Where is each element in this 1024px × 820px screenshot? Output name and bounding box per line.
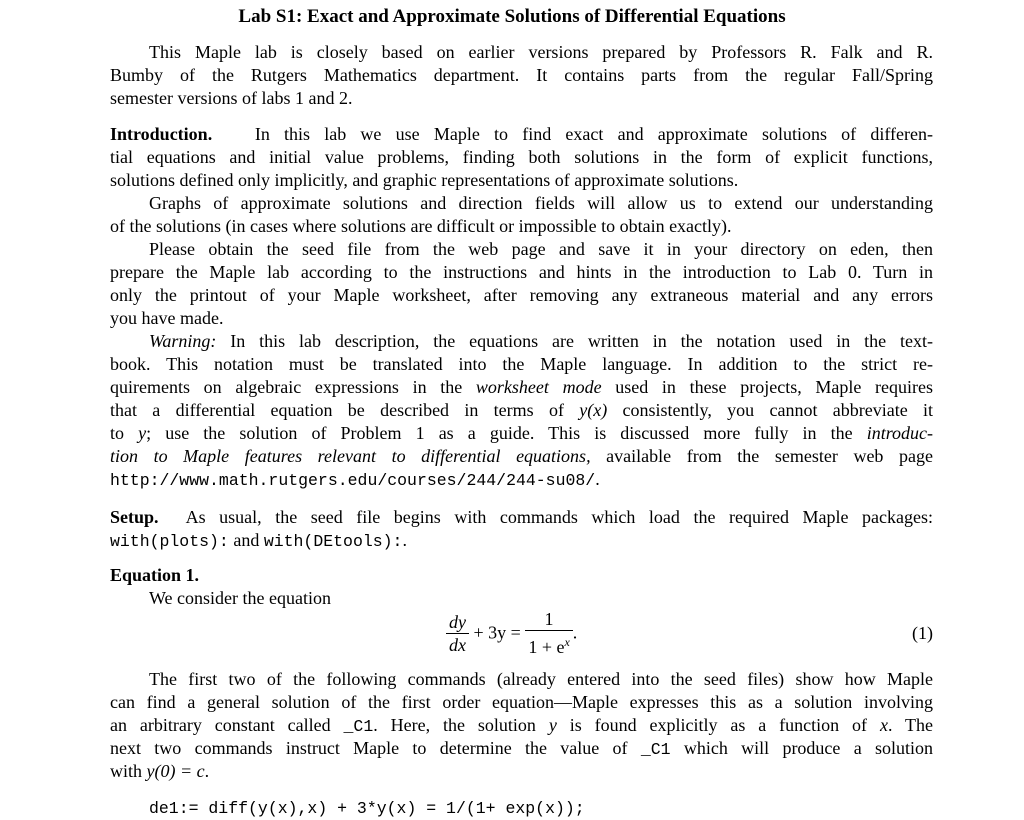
warning-label: Warning:	[149, 331, 217, 351]
fraction-numerator: 1	[525, 608, 572, 631]
initial-condition: y(0) = c	[146, 761, 205, 781]
equation-middle: + 3y =	[473, 622, 521, 643]
warning-text: available from the semester web page	[606, 446, 934, 466]
maple-command-plots: with(plots):	[110, 532, 229, 551]
intro-text: In this lab we use Maple to find exact and approximate solutions of differen-	[254, 124, 934, 144]
warning-text: used in these projects, Maple requires	[615, 377, 933, 397]
equation-1-display	[110, 608, 933, 660]
exponent: x	[564, 635, 570, 649]
intro-text: tial equations and initial value problems, finding both solutions in the form of explicit functions,	[110, 147, 933, 167]
setup-and: and	[233, 530, 260, 550]
period: .	[204, 761, 210, 781]
math-yx: y(x)	[579, 400, 608, 420]
setup-text: As usual, the seed file begins with commands which load the required Maple packages:	[185, 507, 934, 527]
equation1-heading: Equation 1.	[110, 565, 200, 585]
equation-number: (1)	[912, 623, 933, 643]
preface-paragraph	[110, 41, 933, 110]
constant-c1: _C1	[640, 740, 671, 759]
preface-line: Bumby of the Rutgers Mathematics department. It contains parts from the regular Fall/Spring	[110, 65, 933, 85]
period: .	[402, 530, 407, 550]
explanation-text: which will produce a solution	[683, 738, 933, 758]
intro-text: Please obtain the seed file from the web page and save it in your directory on eden, then	[149, 239, 933, 259]
warning-text: book. This notation must be translated into the Maple language. In addition to the strict re-	[110, 354, 933, 374]
setup-section	[110, 506, 933, 552]
warning-text: that a differential equation be described in terms of	[110, 400, 564, 420]
intro-text: you have made.	[110, 308, 224, 328]
explanation-text: an arbitrary constant called	[110, 715, 331, 735]
explanation-text: next two commands instruct Maple to determine the value of	[110, 738, 628, 758]
introduction-section	[110, 123, 933, 491]
intro-text: only the printout of your Maple worksheet, after removing any extraneous material and any errors	[110, 285, 933, 305]
introduction-doc-title: introduc-	[866, 423, 934, 443]
equation1-intro: We consider the equation	[149, 588, 331, 608]
warning-text: In this lab description, the equations are written in the notation used in the text-	[230, 331, 934, 351]
math-x: x	[879, 715, 888, 735]
warning-text: to	[110, 423, 125, 443]
intro-text: Graphs of approximate solutions and direction fields will allow us to extend our understanding	[149, 193, 933, 213]
equation1-section	[110, 564, 933, 610]
commands-explanation	[110, 668, 933, 783]
denominator-base: 1 + e	[528, 637, 565, 657]
intro-text: of the solutions (in cases where solutions are difficult or impossible to obtain exactly).	[110, 216, 732, 236]
explanation-text: . The	[887, 715, 934, 735]
math-y: y	[138, 423, 147, 443]
fraction-numerator: dy	[446, 611, 469, 634]
explanation-text: . Here, the solution	[373, 715, 536, 735]
period: .	[595, 469, 600, 489]
fraction-denominator: dx	[449, 634, 466, 655]
math-y: y	[548, 715, 557, 735]
constant-c1: _C1	[343, 717, 374, 736]
maple-command-detools: with(DEtools):	[263, 532, 403, 551]
warning-text: ; use the solution of Problem 1 as a guide. This is discussed more fully in the	[146, 423, 853, 443]
preface-line: semester versions of labs 1 and 2.	[110, 88, 353, 108]
semester-web-link[interactable]: http://www.math.rutgers.edu/courses/244/244-su08/	[110, 471, 596, 490]
maple-code-de1: de1:= diff(y(x),x) + 3*y(x) = 1/(1+ exp(x));	[149, 799, 585, 818]
fraction-denominator	[525, 631, 572, 658]
explanation-line: can find a general solution of the first order equation—Maple expresses this as a solution involving	[110, 692, 933, 712]
intro-text: prepare the Maple lab according to the instructions and hints in the introduction to Lab 0. Turn in	[110, 262, 933, 282]
explanation-line: The first two of the following commands (already entered into the seed files) show how Maple	[149, 669, 933, 689]
page-title: Lab S1: Exact and Approximate Solutions of Differential Equations	[238, 6, 786, 27]
derivative-fraction	[446, 611, 469, 656]
preface-line: This Maple lab is closely based on earlier versions prepared by Professors R. Falk and R.	[149, 42, 933, 62]
rhs-fraction	[525, 608, 572, 658]
explanation-text: with	[110, 761, 143, 781]
warning-text: quirements on algebraic expressions in the	[110, 377, 463, 397]
equation-body: $\frac{dy}{dx}$ + 3y = $\frac{1}{1 + e^x}$ .	[446, 608, 577, 658]
introduction-doc-title: tion to Maple features relevant to differential equations,	[110, 446, 591, 466]
worksheet-mode-term: worksheet mode	[475, 377, 602, 397]
introduction-heading: Introduction.	[110, 124, 213, 144]
explanation-text: is found explicitly as a function of	[569, 715, 868, 735]
warning-text: consistently, you cannot abbreviate it	[622, 400, 934, 420]
intro-text: solutions defined only implicitly, and graphic representations of approximate solutions.	[110, 170, 739, 190]
setup-heading: Setup.	[110, 507, 159, 527]
